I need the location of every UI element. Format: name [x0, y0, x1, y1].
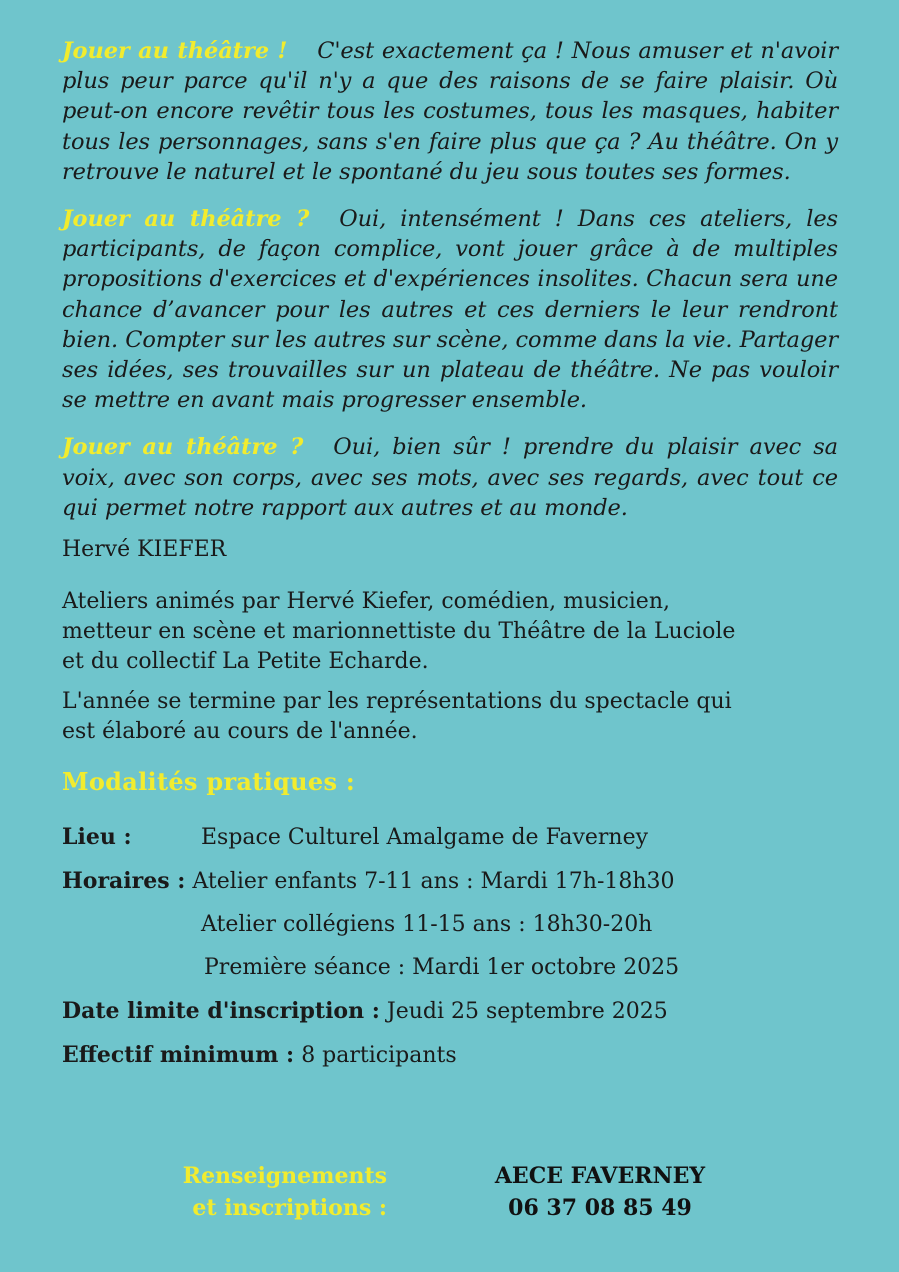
paragraph-lead: Jouer au théâtre ?: [62, 206, 310, 233]
contact-label: [165, 1160, 387, 1224]
horaires-row-2: [62, 910, 838, 940]
lieu-value: Espace Culturel Amalgame de Faverney: [201, 825, 649, 851]
contact-footer: [0, 1160, 899, 1230]
horaires-value: Atelier enfants 7-11 ans : Mardi 17h-18h30: [192, 869, 675, 895]
author-signature: Hervé KIEFER: [62, 537, 227, 563]
intro-line: Ateliers animés par Hervé Kiefer, comédien, musicien,: [62, 589, 670, 615]
date-limite-row: [62, 996, 838, 1027]
paragraph-2: [62, 204, 838, 415]
modalites-heading: Modalités pratiques :: [62, 767, 356, 797]
first-session-value: Première séance : Mardi 1er octobre 2025: [204, 955, 680, 981]
paragraph-text: Oui, bien sûr ! prendre du plaisir avec sa voix, avec son corps, avec ses mots, avec ses regards, avec tout ce qui permet notre rapport aux autres et au monde.: [62, 434, 838, 521]
horaires-row-3: [62, 953, 838, 983]
closing-line: est élaboré au cours de l'année.: [62, 719, 418, 745]
paragraph-3: [62, 432, 838, 523]
paragraph-lead: Jouer au théâtre !: [62, 38, 288, 64]
paragraph-text: Oui, intensément ! Dans ces ateliers, les participants, de façon complice, vont jouer grâce à de multiples propositions d'exercices et d'expériences insolites. Chacun sera une chance d’avancer pour les autres et ces derniers le leur rendront bien. Compter sur les autres sur scène, comme dans la vie. Partager ses idées, ses trouvailles sur un plateau de théâtre. Ne pas vouloir se mettre en avant mais progresser ensemble.: [62, 206, 838, 414]
paragraph-text: C'est exactement ça ! Nous amuser et n'avoir plus peur parce qu'il n'y a que des raisons de se faire plaisir. Où peut-on encore revêtir tous les costumes, tous les masques, habiter tous les personnages, sans s'en faire plus que ça ? Au théâtre. On y retrouve le naturel et le spontané du jeu sous toutes ses formes.: [62, 38, 839, 185]
date-limite-value: Jeudi 25 septembre 2025: [386, 999, 668, 1025]
effectif-label: Effectif minimum :: [62, 1042, 295, 1069]
intro-line: et du collectif La Petite Echarde.: [62, 649, 429, 675]
horaires-row: [62, 866, 838, 897]
document-page: [62, 36, 838, 1084]
intro-block: [62, 587, 838, 677]
phone-number: 06 37 08 85 49: [508, 1195, 692, 1221]
horaires-label: Horaires :: [62, 868, 186, 895]
paragraph-1: [62, 36, 838, 187]
closing-line: L'année se termine par les représentations du spectacle qui: [62, 689, 732, 715]
lieu-row: [62, 822, 838, 853]
intro-line: metteur en scène et marionnettiste du Théâtre de la Luciole: [62, 619, 736, 645]
contact-label-line: et inscriptions :: [192, 1195, 387, 1221]
closing-block: [62, 687, 838, 747]
effectif-value: 8 participants: [301, 1043, 457, 1069]
effectif-row: [62, 1040, 838, 1071]
organization-name: AECE FAVERNEY: [494, 1163, 706, 1189]
horaires-value: Atelier collégiens 11-15 ans : 18h30-20h: [201, 912, 653, 938]
paragraph-lead: Jouer au théâtre ?: [62, 434, 304, 461]
contact-label-line: Renseignements: [182, 1163, 387, 1189]
contact-info: [484, 1160, 716, 1224]
lieu-label: Lieu :: [62, 824, 132, 851]
date-limite-label: Date limite d'inscription :: [62, 998, 380, 1025]
